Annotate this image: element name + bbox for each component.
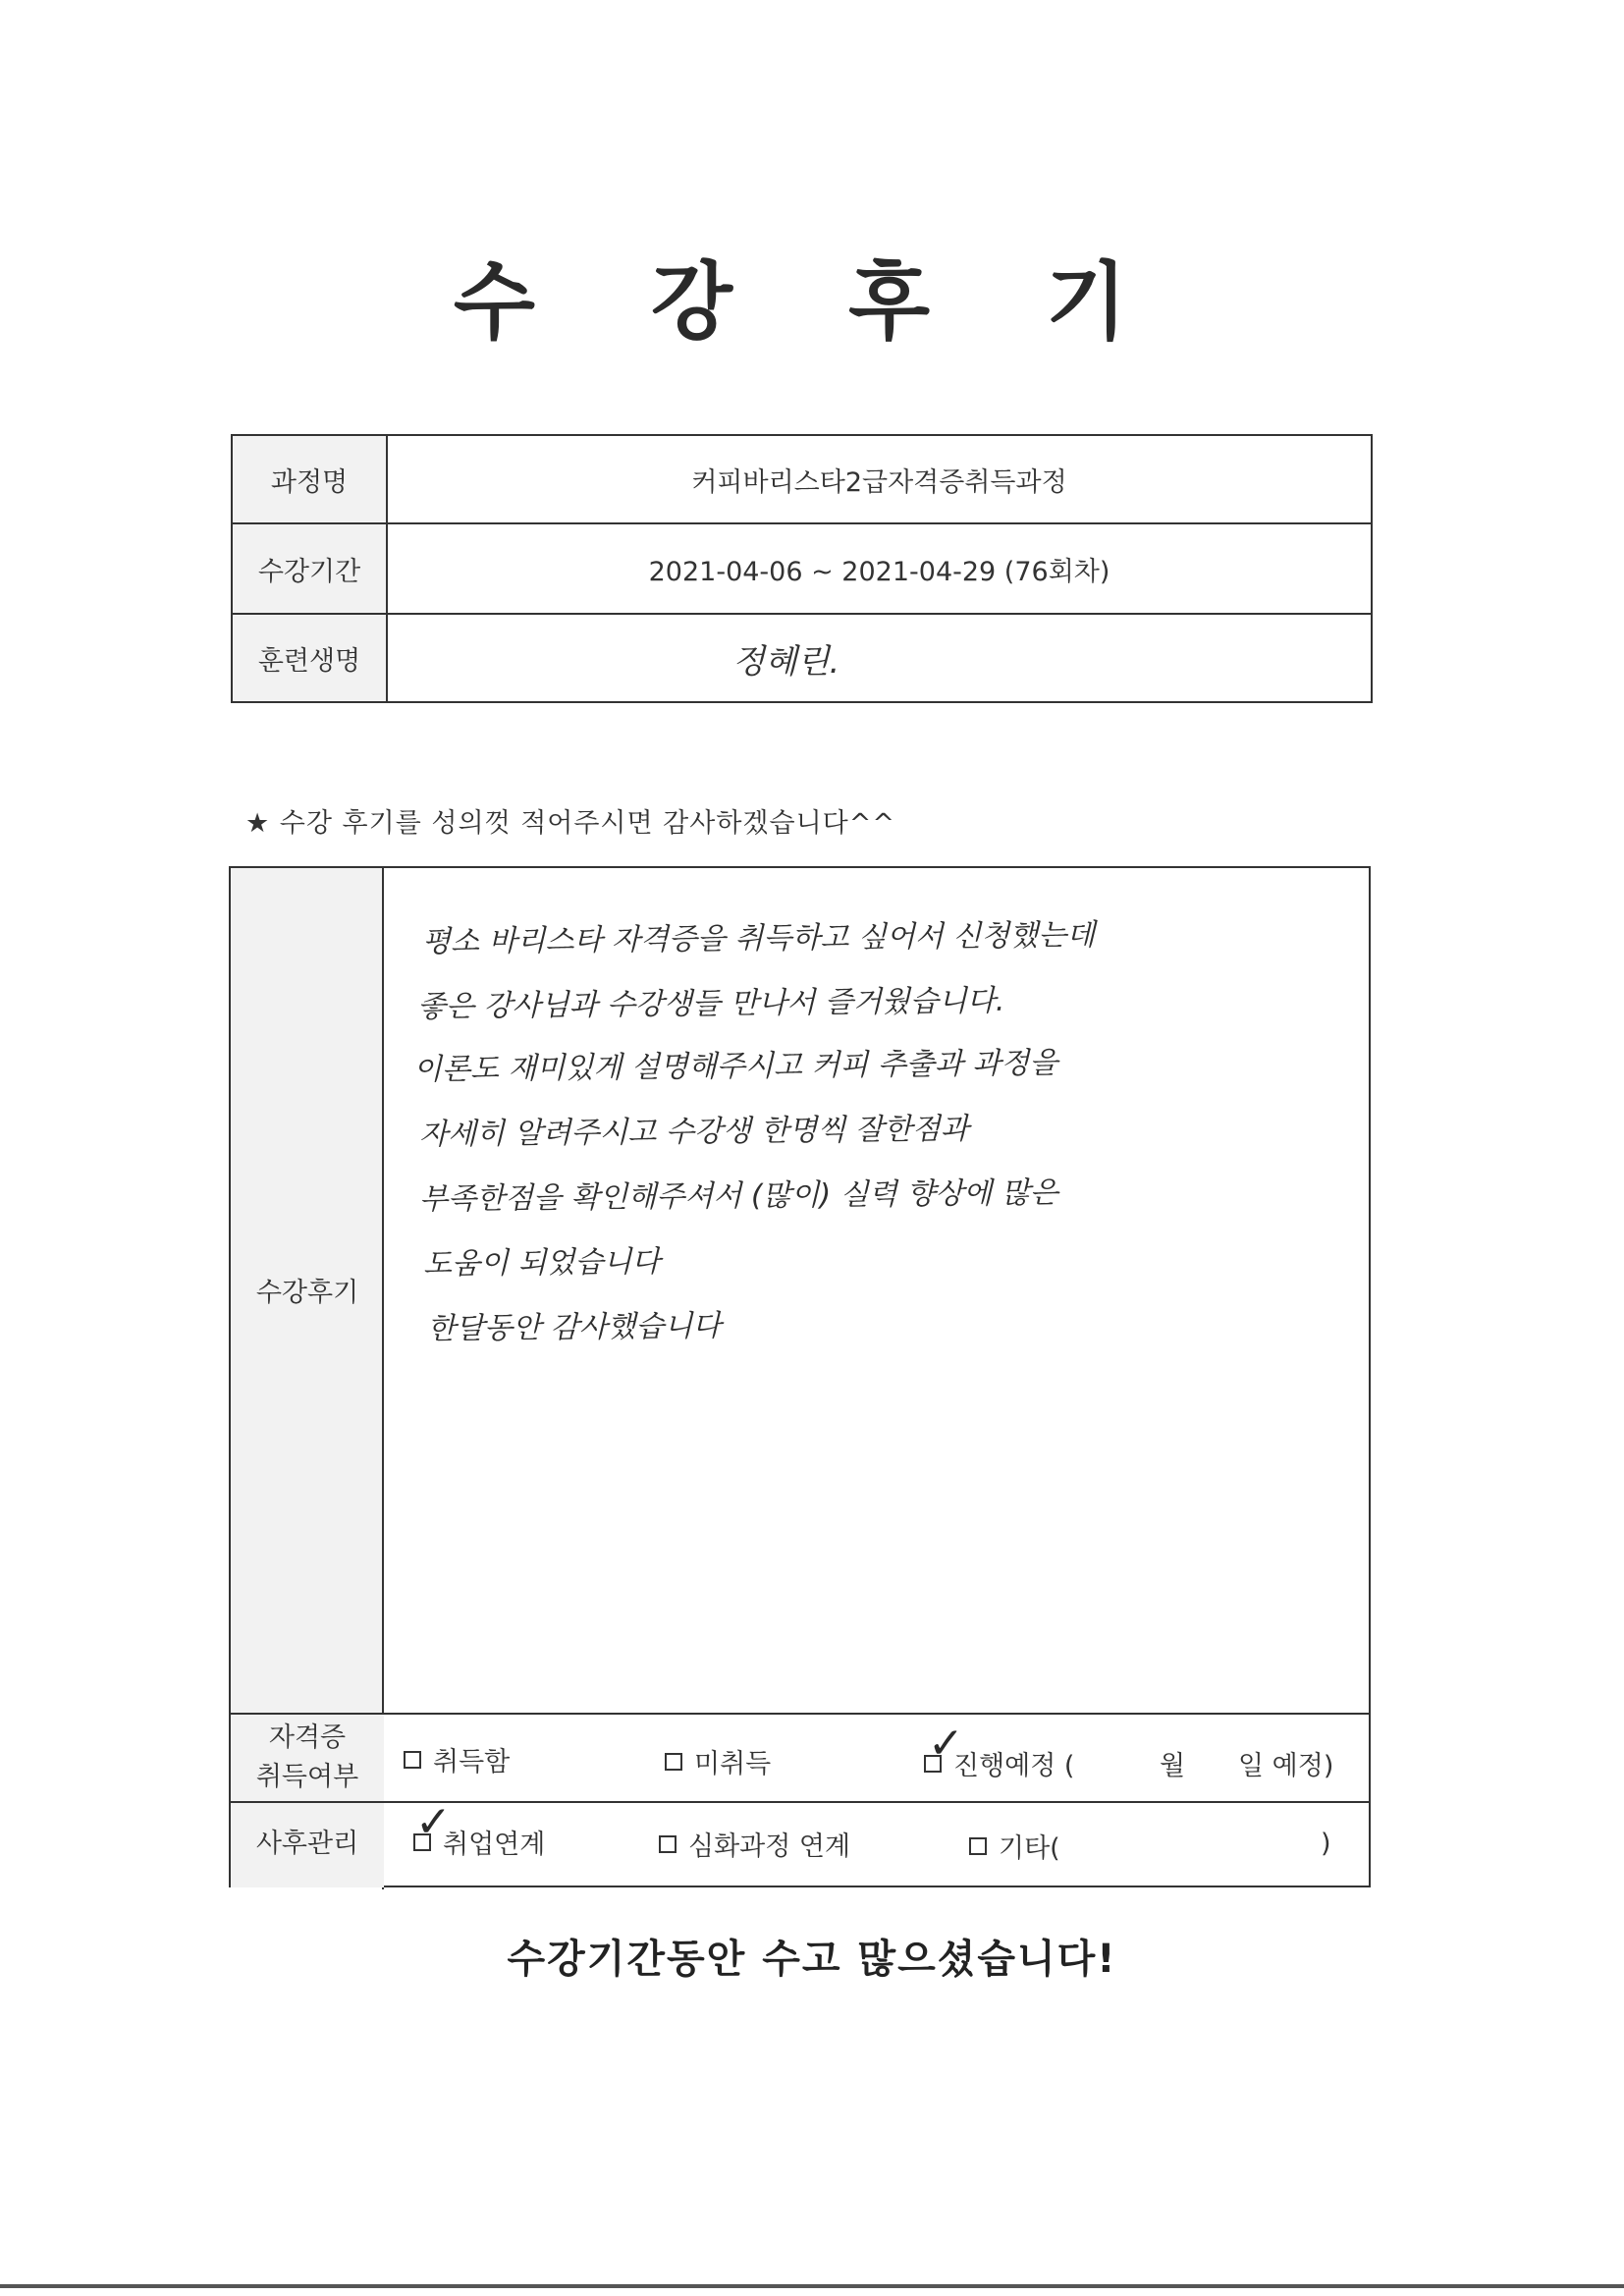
option-other[interactable] [969,1827,1060,1865]
certificate-label-cell [231,1715,384,1805]
review-label: 수강후기 [255,1278,359,1308]
option-acquired[interactable] [404,1740,510,1778]
trainee-label: 훈련생명 [232,614,387,702]
checkmark-employment-icon: ✓ [415,1797,452,1847]
review-line-3: 이론도 재미있게 설명해주시고 커피 추출과 과정을 [412,1046,1058,1087]
divider-follow-up [231,1801,1369,1803]
option-not-acquired-label: 미취득 [694,1749,772,1779]
review-line-6: 도움이 되었습니다 [422,1244,661,1282]
option-advanced[interactable] [659,1825,850,1863]
option-scheduled-label: 진행예정 ( [953,1751,1075,1781]
option-not-acquired[interactable] [665,1742,771,1780]
certificate-label-line2: 취득여부 [255,1762,359,1792]
day-label: 일 예정) [1238,1751,1334,1781]
scan-edge-line [0,2284,1624,2288]
course-value: 커피바리스타2급자격증취득과정 [387,435,1372,523]
course-row [232,435,1372,523]
review-form [229,866,1371,1887]
review-label-column [231,868,384,1715]
option-other-close: ) [1321,1829,1331,1859]
trainee-name-handwritten: 정혜린. [732,641,840,682]
certificate-label-line1: 자격증 [268,1722,347,1753]
period-label: 수강기간 [232,523,387,614]
review-line-5: 부족한점을 확인해주셔서 (많이) 실력 향상에 많은 [418,1175,1058,1217]
option-other-label: 기타( [999,1833,1060,1864]
checkbox-acquired[interactable] [404,1751,421,1769]
checkbox-other[interactable] [969,1837,987,1855]
checkmark-scheduled-icon: ✓ [928,1719,964,1769]
course-info-table [231,434,1373,703]
review-line-2: 좋은 강사님과 수강생들 만나서 즐거웠습니다. [416,983,1005,1024]
follow-up-label: 사후관리 [231,1803,384,1887]
course-label: 과정명 [232,435,387,523]
checkbox-advanced[interactable] [659,1835,677,1853]
closing-message: 수강기간동안 수고 많으셨습니다! [507,1937,1117,1982]
page-title: 수 강 후 기 [453,253,1171,352]
option-advanced-label: 심화과정 연계 [688,1831,851,1862]
review-line-7: 한달동안 감사했습니다 [426,1308,722,1346]
period-row [232,523,1372,614]
checkbox-not-acquired[interactable] [665,1753,682,1771]
period-value: 2021-04-06 ~ 2021-04-29 (76회차) [387,523,1372,614]
review-line-1: 평소 바리스타 자격증을 취득하고 싶어서 신청했는데 [421,917,1096,959]
option-employment-label: 취업연계 [443,1830,546,1860]
month-label: 월 [1160,1751,1186,1781]
option-acquired-label: 취득함 [433,1747,511,1777]
divider-certificate [231,1713,1369,1715]
notice-text: ★ 수강 후기를 성의껏 적어주시면 감사하겠습니다^^ [245,808,896,839]
trainee-row-value-cell [387,614,1372,702]
review-line-4: 자세히 알려주시고 수강생 한명씩 잘한점과 [418,1112,969,1152]
trainee-row [232,614,1372,702]
